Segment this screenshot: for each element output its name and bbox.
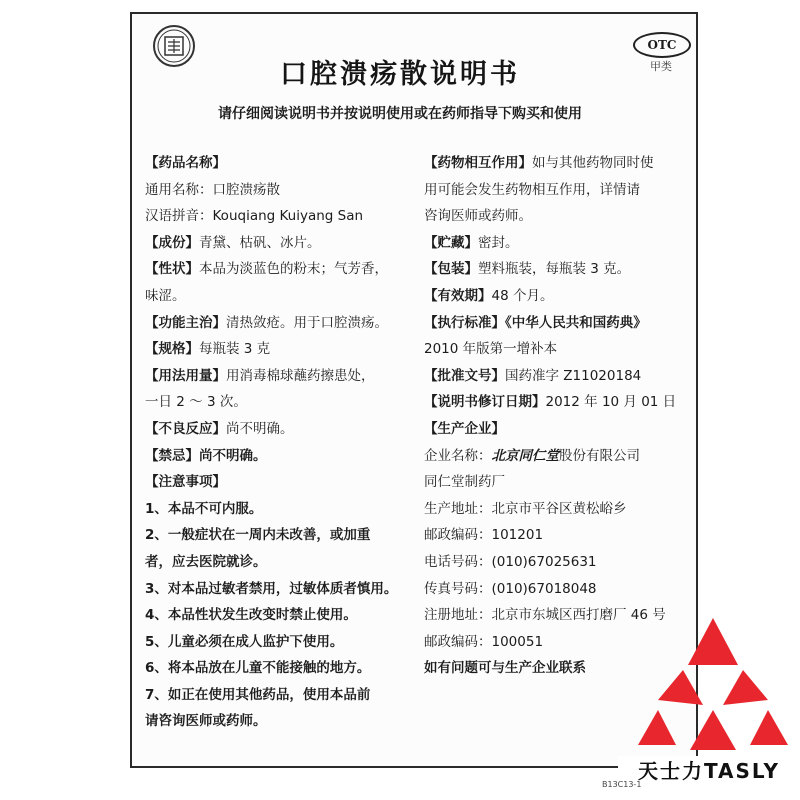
storage-row bbox=[424, 230, 692, 257]
caution-item-2-cont: 者，应去医院就诊。 bbox=[145, 553, 267, 570]
company-name-row bbox=[424, 443, 692, 470]
caution-item-1: 1、本品不可内服。 bbox=[145, 500, 263, 517]
page-subtitle: 请仔细阅读说明书并按说明使用或在药师指导下购买和使用 bbox=[218, 106, 582, 122]
caution-heading: 【注意事项】 bbox=[145, 474, 226, 491]
fax-number: 传真号码：(010)67018048 bbox=[424, 580, 597, 597]
approval-row bbox=[424, 363, 692, 390]
drug-name-heading: 【药品名称】 bbox=[145, 155, 226, 171]
contra-heading: 【禁忌】 bbox=[145, 447, 199, 464]
ingredients-row bbox=[145, 230, 415, 257]
interaction-text-3: 咨询医师或药师。 bbox=[424, 208, 532, 225]
standard-heading: 【执行标准】 bbox=[424, 314, 505, 331]
caution-item-3: 3、对本品过敏者禁用，过敏体质者慎用。 bbox=[145, 580, 398, 597]
caution-item-7: 7、如正在使用其他药品，使用本品前 bbox=[145, 686, 371, 703]
phone-number: 电话号码：(010)67025631 bbox=[424, 553, 597, 570]
interaction-text: 如与其他药物同时使 bbox=[532, 155, 654, 171]
indication-row bbox=[145, 310, 415, 337]
company-label: 企业名称： bbox=[424, 447, 492, 464]
manufacturer-heading: 【生产企业】 bbox=[424, 420, 505, 437]
caution-item-5: 5、儿童必须在成人监护下使用。 bbox=[145, 633, 344, 650]
approval-text: 国药准字 Z11020184 bbox=[505, 367, 642, 384]
package-heading: 【包装】 bbox=[424, 261, 478, 278]
interaction-row bbox=[424, 150, 692, 177]
production-address: 生产地址：北京市平谷区黄松峪乡 bbox=[424, 500, 627, 517]
left-column bbox=[145, 150, 415, 735]
postcode: 邮政编码：101201 bbox=[424, 527, 544, 544]
registered-address: 注册地址：北京市东城区西打磨厂 46 号 bbox=[424, 607, 666, 624]
company-rest: 股份有限公司 bbox=[559, 447, 640, 464]
otc-class-label: 甲类 bbox=[650, 60, 672, 73]
otc-badge: OTC bbox=[633, 32, 691, 58]
usage-text-cont: 一日 2 ～ 3 次。 bbox=[145, 394, 247, 411]
caution-item-4: 4、本品性状发生改变时禁止使用。 bbox=[145, 607, 357, 624]
caution-item-6: 6、将本品放在儿童不能接触的地方。 bbox=[145, 660, 371, 677]
usage-row bbox=[145, 363, 415, 390]
validity-row bbox=[424, 283, 692, 310]
right-column bbox=[424, 150, 692, 682]
pinyin-name: 汉语拼音：Kouqiang Kuiyang San bbox=[145, 208, 364, 225]
postcode-2: 邮政编码：100051 bbox=[424, 633, 544, 650]
ingredients-text: 青黛、枯矾、冰片。 bbox=[199, 234, 321, 251]
storage-heading: 【贮藏】 bbox=[424, 234, 478, 251]
tasly-brand-en: TASLY bbox=[703, 759, 781, 783]
package-text: 塑料瓶装，每瓶装 3 克。 bbox=[478, 261, 631, 278]
properties-text: 本品为淡蓝色的粉末；气芳香， bbox=[199, 261, 388, 278]
company-brand: 北京同仁堂 bbox=[491, 447, 559, 464]
validity-text: 48 个月。 bbox=[491, 287, 554, 304]
interaction-text-2: 用可能会发生药物相互作用，详情请 bbox=[424, 181, 640, 198]
tasly-brand-text bbox=[618, 756, 800, 786]
package-row bbox=[424, 256, 692, 283]
revision-text: 2012 年 10 月 01 日 bbox=[545, 394, 677, 411]
properties-text-cont: 味涩。 bbox=[145, 287, 186, 304]
print-code: B13C13-1 bbox=[602, 780, 642, 789]
spec-heading: 【规格】 bbox=[145, 341, 199, 358]
usage-heading: 【用法用量】 bbox=[145, 367, 226, 384]
validity-heading: 【有效期】 bbox=[424, 287, 492, 304]
tasly-brand-cn: 天士力 bbox=[637, 759, 704, 783]
properties-row bbox=[145, 256, 415, 283]
ingredients-heading: 【成份】 bbox=[145, 234, 199, 251]
page-title: 口腔溃疡散说明书 bbox=[280, 59, 520, 90]
indication-heading: 【功能主治】 bbox=[145, 314, 226, 331]
caution-item-7-cont: 请咨询医师或药师。 bbox=[145, 713, 267, 730]
standard-text: 《中华人民共和国药典》 bbox=[505, 314, 647, 331]
contact-note: 如有问题可与生产企业联系 bbox=[424, 660, 586, 677]
indication-text: 清热敛疮。用于口腔溃疡。 bbox=[226, 314, 388, 331]
storage-text: 密封。 bbox=[478, 234, 519, 251]
approval-heading: 【批准文号】 bbox=[424, 367, 505, 384]
company-name-cont: 同仁堂制药厂 bbox=[424, 474, 505, 491]
adverse-text: 尚不明确。 bbox=[226, 420, 294, 437]
spec-text: 每瓶装 3 克 bbox=[199, 341, 271, 358]
revision-heading: 【说明书修订日期】 bbox=[424, 394, 546, 411]
contra-row bbox=[145, 443, 415, 470]
caution-item-2: 2、一般症状在一周内未改善，或加重 bbox=[145, 527, 371, 544]
properties-heading: 【性状】 bbox=[145, 261, 199, 278]
interaction-heading: 【药物相互作用】 bbox=[424, 155, 532, 171]
adverse-heading: 【不良反应】 bbox=[145, 420, 226, 437]
spec-row bbox=[145, 336, 415, 363]
revision-row bbox=[424, 389, 692, 416]
standard-row bbox=[424, 310, 692, 337]
usage-text: 用消毒棉球蘸药擦患处， bbox=[226, 367, 375, 384]
contra-text: 尚不明确。 bbox=[199, 447, 267, 464]
adverse-row bbox=[145, 416, 415, 443]
standard-text-cont: 2010 年版第一增补本 bbox=[424, 341, 558, 358]
generic-name: 通用名称：口腔溃疡散 bbox=[145, 181, 280, 198]
